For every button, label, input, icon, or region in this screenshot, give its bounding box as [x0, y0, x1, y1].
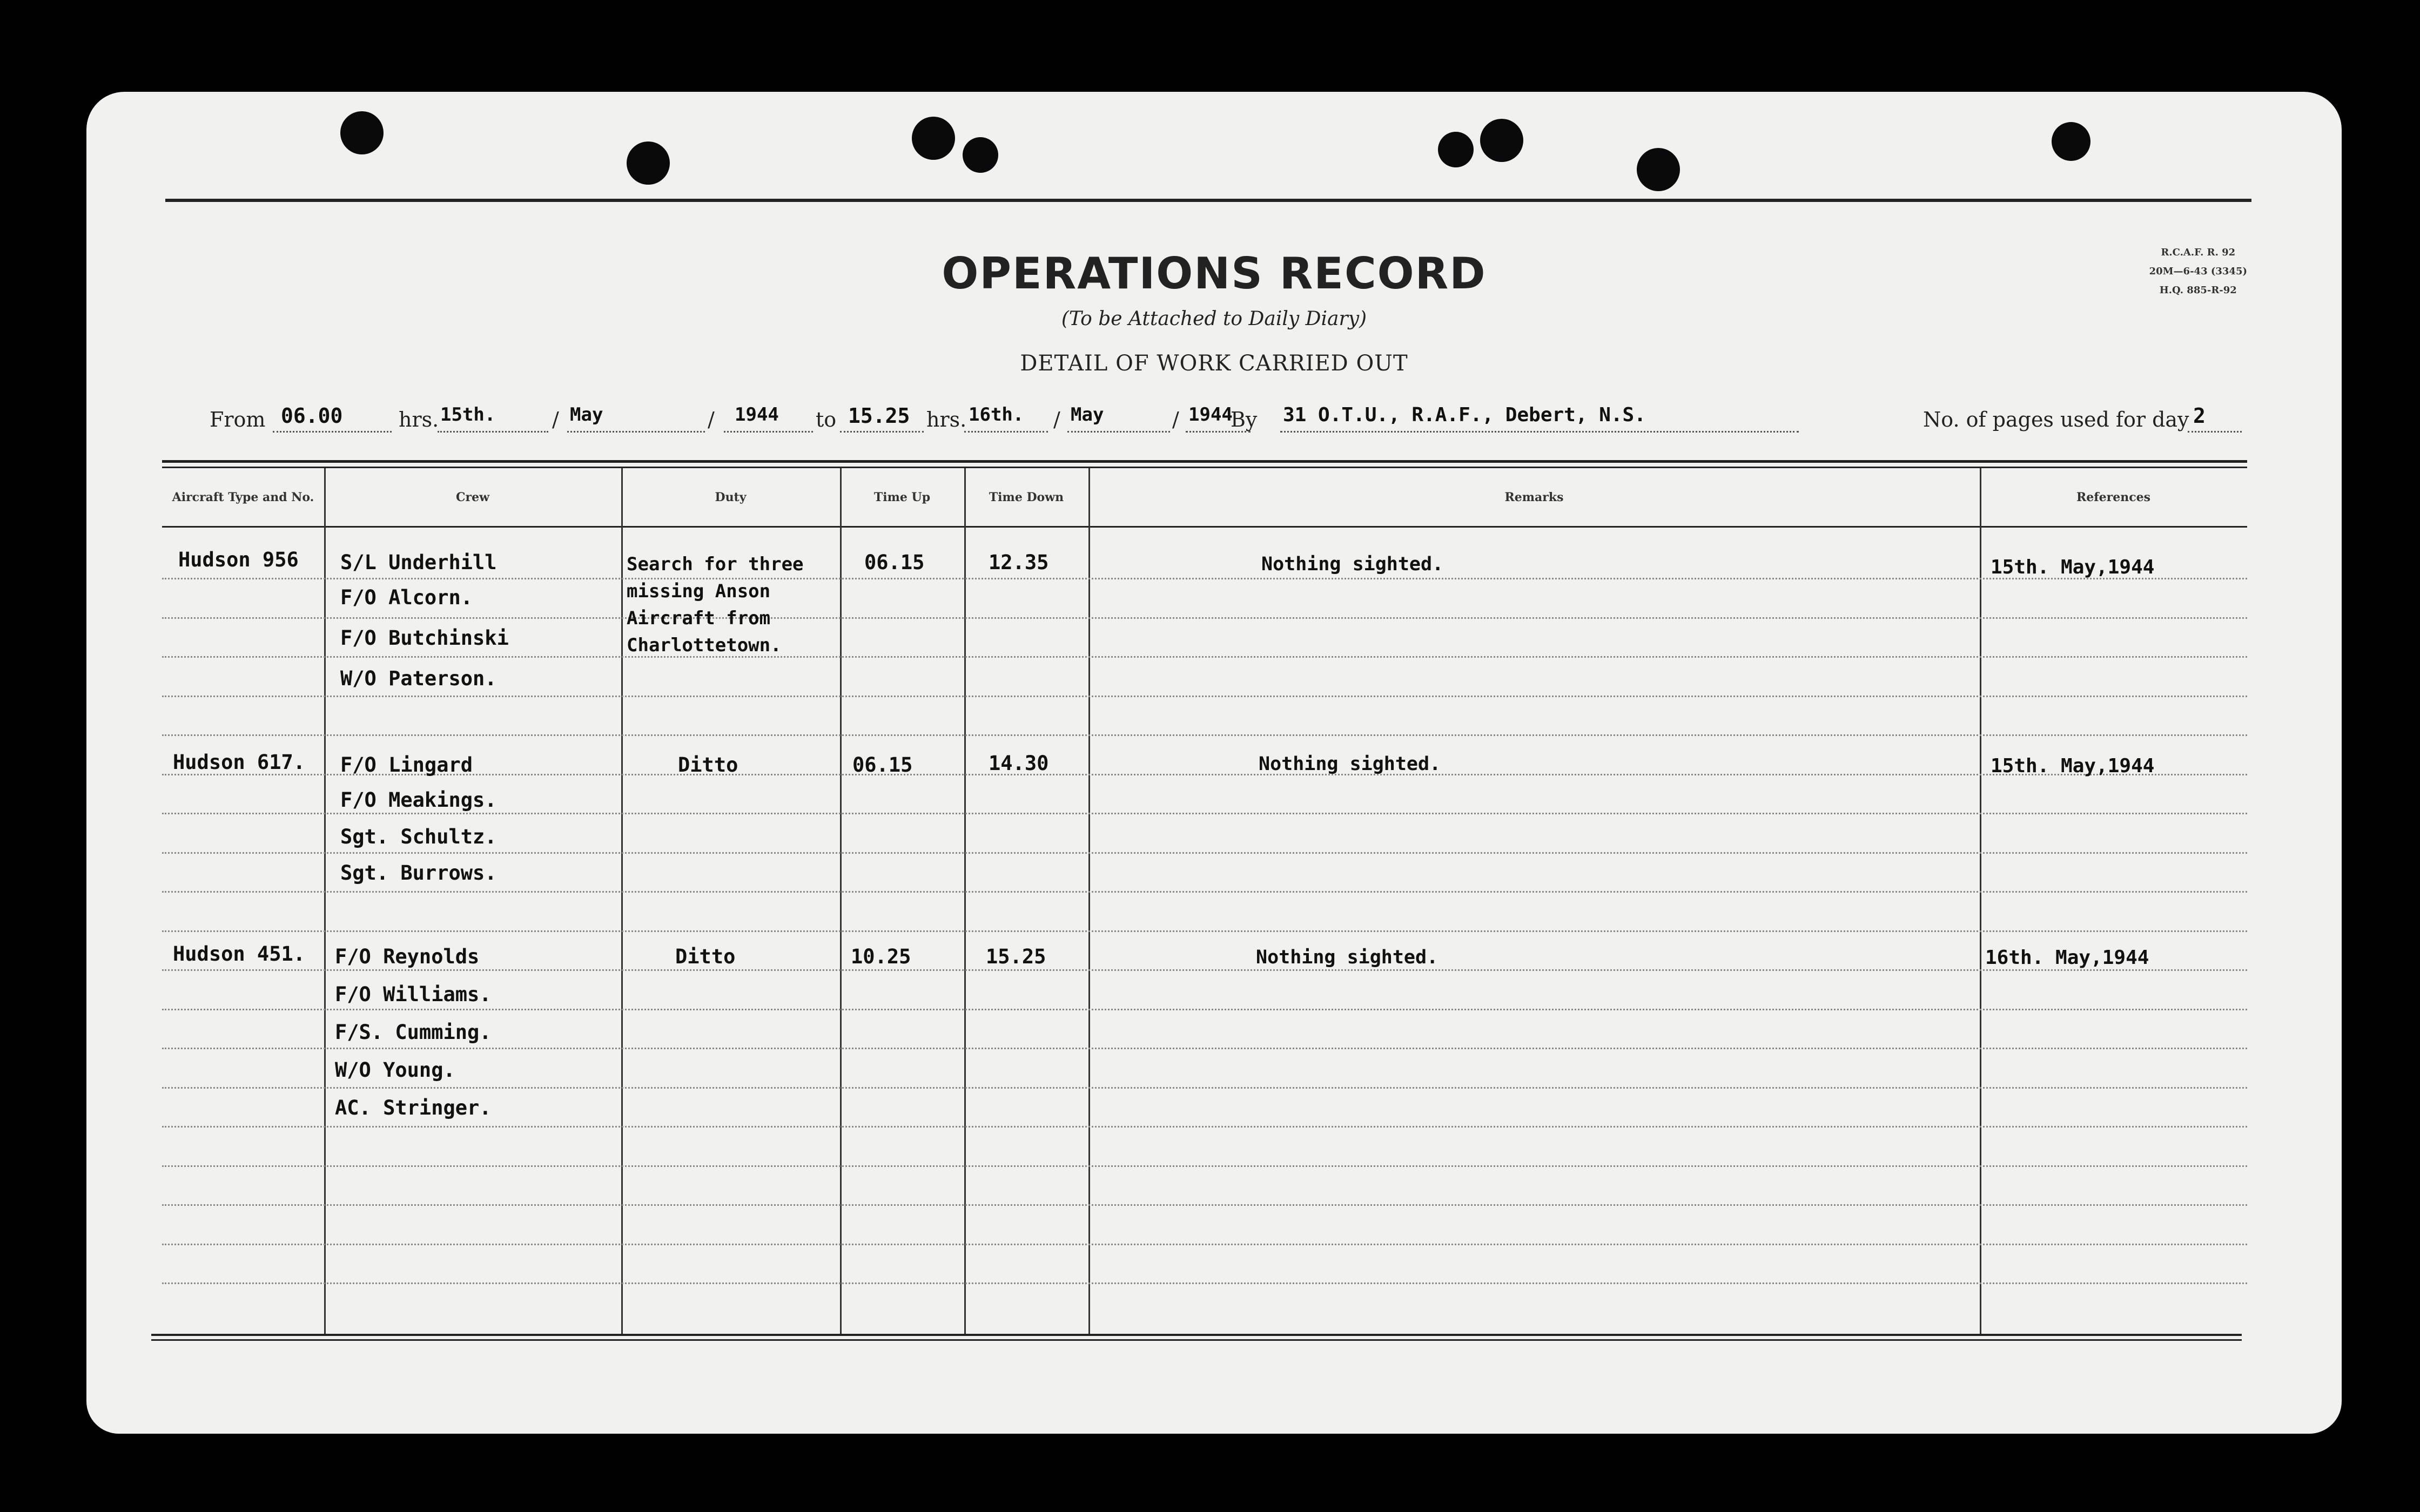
reference-cell: 16th. May,1944: [1985, 947, 2149, 969]
column-header-time-up: Time Up: [873, 490, 931, 504]
ruled-line: [162, 1244, 2247, 1245]
hrs-label: hrs.: [926, 408, 967, 431]
ruled-line: [162, 1204, 2247, 1206]
column-header-duty: Duty: [715, 490, 747, 504]
reference-cell: 15th. May,1944: [1991, 556, 2155, 578]
crew-cell: F/O Alcorn.: [340, 586, 473, 609]
form-subtitle: (To be Attached to Daily Diary): [1061, 308, 1367, 330]
duty-cell: Ditto: [678, 753, 738, 777]
crew-cell: F/O Williams.: [335, 983, 492, 1006]
table-bottom-rule: [151, 1334, 2242, 1336]
top-rule: [165, 199, 2251, 202]
ruled-line: [162, 852, 2247, 854]
ruled-line: [162, 1087, 2247, 1089]
ruled-line: [162, 891, 2247, 893]
date-slash: /: [1053, 408, 1060, 431]
crew-cell: S/L Underhill: [340, 551, 497, 574]
column-header-aircraft: Aircraft Type and No.: [172, 490, 314, 504]
pages-label: No. of pages used for day: [1923, 408, 2189, 431]
duty-cell: Ditto: [675, 945, 736, 968]
from-time: 06.00: [281, 404, 343, 428]
ruled-line: [162, 656, 2247, 658]
crew-cell: F/O Butchinski: [340, 626, 509, 650]
table-top-rule: [162, 467, 2247, 468]
punch-hole: [627, 141, 670, 185]
remarks-cell: Nothing sighted.: [1259, 753, 1441, 775]
ruled-line: [162, 969, 2247, 971]
column-header-remarks: Remarks: [1504, 490, 1564, 504]
hrs-label: hrs.: [399, 408, 439, 431]
crew-cell: F/O Reynolds: [335, 945, 480, 968]
to-month: May: [1071, 404, 1104, 426]
to-year: 1944: [1188, 404, 1233, 426]
duty-cell: Charlottetown.: [627, 634, 782, 656]
ruled-line: [162, 734, 2247, 736]
crew-cell: F/S. Cumming.: [335, 1021, 492, 1044]
to-day: 16th.: [969, 404, 1024, 426]
crew-cell: W/O Young.: [335, 1058, 455, 1082]
form-code-line: H.Q. 885-R-92: [2159, 285, 2237, 296]
crew-cell: W/O Paterson.: [340, 667, 497, 690]
time-up-cell: 06.15: [852, 753, 913, 777]
punch-hole: [340, 111, 384, 154]
from-label: From: [210, 408, 266, 431]
ruled-line: [162, 774, 2247, 775]
header-bottom-rule: [162, 526, 2247, 528]
punch-hole: [1637, 148, 1680, 191]
duty-cell: Search for three: [627, 554, 804, 575]
punch-hole: [1438, 132, 1474, 167]
form-code-line: 20M—6-43 (3345): [2149, 266, 2247, 277]
punch-hole: [1480, 119, 1523, 162]
crew-cell: F/O Lingard: [340, 753, 473, 777]
ruled-line: [162, 930, 2247, 932]
date-slash: /: [552, 408, 559, 431]
by-label: By: [1231, 408, 1258, 431]
ruled-line: [162, 578, 2247, 579]
punch-hole: [912, 117, 955, 160]
crew-cell: Sgt. Burrows.: [340, 861, 497, 885]
pages-value: 2: [2193, 404, 2206, 428]
ruled-line: [162, 1009, 2247, 1010]
duty-cell: Aircraft from: [627, 608, 771, 629]
operations-record-card: [86, 92, 2342, 1434]
column-header-references: References: [2076, 490, 2151, 504]
time-up-cell: 06.15: [864, 551, 925, 574]
date-slash: /: [708, 408, 715, 431]
ruled-line: [162, 1126, 2247, 1128]
from-month: May: [570, 404, 603, 426]
column-header-crew: Crew: [455, 490, 490, 504]
form-code: [2149, 243, 2247, 300]
ruled-line: [162, 1048, 2247, 1049]
time-up-cell: 10.25: [851, 945, 911, 968]
ruled-line: [162, 813, 2247, 814]
by-unit: 31 O.T.U., R.A.F., Debert, N.S.: [1283, 404, 1646, 426]
time-down-cell: 14.30: [989, 752, 1049, 775]
section-title: DETAIL OF WORK CARRIED OUT: [1020, 351, 1408, 376]
time-down-cell: 12.35: [989, 551, 1049, 574]
time-down-cell: 15.25: [986, 945, 1046, 968]
form-title: OPERATIONS RECORD: [942, 248, 1487, 299]
to-time: 15.25: [848, 404, 910, 428]
to-label: to: [816, 408, 837, 431]
aircraft-cell: Hudson 956: [178, 548, 299, 571]
date-slash: /: [1172, 408, 1179, 431]
from-year: 1944: [735, 404, 779, 426]
table-bottom-rule: [151, 1339, 2242, 1341]
crew-cell: AC. Stringer.: [335, 1096, 492, 1119]
remarks-cell: Nothing sighted.: [1261, 554, 1444, 575]
aircraft-cell: Hudson 617.: [173, 751, 306, 774]
duty-cell: missing Anson: [627, 580, 771, 602]
ruled-line: [162, 1282, 2247, 1284]
punch-hole: [2052, 122, 2090, 161]
ruled-line: [162, 696, 2247, 697]
aircraft-cell: Hudson 451.: [173, 942, 306, 966]
column-header-time-down: Time Down: [989, 490, 1064, 504]
crew-cell: F/O Meakings.: [340, 788, 497, 812]
table-top-rule: [162, 460, 2247, 463]
punch-hole: [963, 137, 998, 173]
from-day: 15th.: [440, 404, 496, 426]
crew-cell: Sgt. Schultz.: [340, 825, 497, 848]
reference-cell: 15th. May,1944: [1991, 755, 2155, 777]
ruled-line: [162, 617, 2247, 619]
ruled-line: [162, 1165, 2247, 1167]
form-code-line: R.C.A.F. R. 92: [2161, 247, 2236, 258]
remarks-cell: Nothing sighted.: [1256, 947, 1438, 968]
